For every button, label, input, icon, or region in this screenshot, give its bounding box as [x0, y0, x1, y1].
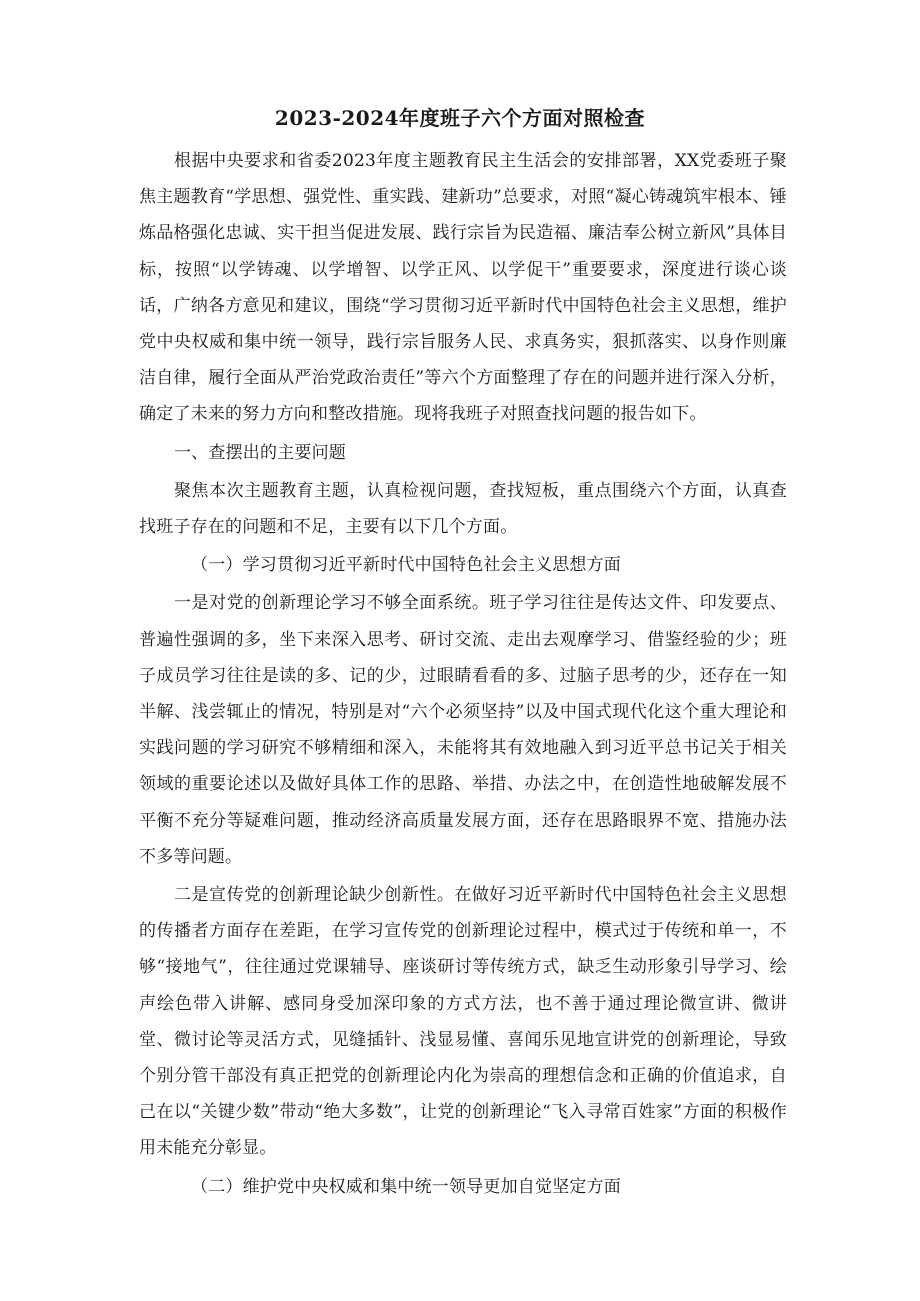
subheading-maintain-authority: （二）维护党中央权威和集中统一领导更加自觉坚定方面	[191, 1176, 621, 1197]
problem-paragraph-1: 一是对党的创新理论学习不够全面系统。班子学习往往是传达文件、印发要点、普遍性强调的多，坐下来深入思考、研讨交流、走出去观摩学习、借鉴经验的少；班子成员学习往往是读的多、记的少，过眼睛看看的多、过脑子思考的少，还存在一知半解、浅尝辄止的情况，特别是对“六个必须坚持”以及中国式现代化这个重大理论和实践问题的学习研究不够精细和深入，未能将其有效地融入到习近平总书记关于相关领域的重要论述以及做好具体工作的思路、举措、办法之中，在创造性地破解发展不平衡不充分等疑难问题，推动经济高质量发展方面，还存在思路眼界不宽、措施办法不多等问题。	[139, 593, 787, 867]
document-title: 2023-2024年度班子六个方面对照检查	[274, 106, 646, 130]
section-heading-main-problems: 一、查摆出的主要问题	[174, 442, 346, 463]
problem-paragraph-2: 二是宣传党的创新理论缺少创新性。在做好习近平新时代中国特色社会主义思想的传播者方面存在差距，在学习宣传党的创新理论过程中，模式过于传统和单一，不够“接地气”，往往通过党课辅导、座谈研讨等传统方式，缺乏生动形象引导学习、绘声绘色带入讲解、感同身受加深印象的方式方法，也不善于通过理论微宣讲、微讲堂、微讨论等灵活方式，见缝插针、浅显易懂、喜闻乐见地宣讲党的创新理论，导致个别分管干部没有真正把党的创新理论内化为崇高的理想信念和正确的价值追求，自己在以“关键少数”带动“绝大多数”，让党的创新理论“飞入寻常百姓家”方面的积极作用未能充分彰显。	[139, 885, 787, 1159]
section-intro-paragraph: 聚焦本次主题教育主题，认真检视问题，查找短板，重点围绕六个方面，认真查找班子存在的问题和不足，主要有以下几个方面。	[139, 480, 787, 538]
subheading-study-thought: （一）学习贯彻习近平新时代中国特色社会主义思想方面	[191, 555, 621, 576]
intro-paragraph: 根据中央要求和省委2023年度主题教育民主生活会的安排部署，XX党委班子聚焦主题教育“学思想、强党性、重实践、建新功”总要求，对照“凝心铸魂筑牢根本、锤炼品格强化忠诚、实干担当促进发展、践行宗旨为民造福、廉洁奉公树立新风”具体目标，按照“以学铸魂、以学增智、以学正风、以学促干”重要要求，深度进行谈心谈话，广纳各方意见和建议，围绕“学习贯彻习近平新时代中国特色社会主义思想，维护党中央权威和集中统一领导，践行宗旨服务人民、求真务实，狠抓落实、以身作则廉洁自律，履行全面从严治党政治责任”等六个方面整理了存在的问题并进行深入分析，确定了未来的努力方向和整改措施。现将我班子对照查找问题的报告如下。	[139, 151, 787, 425]
document-body	[139, 143, 787, 1205]
